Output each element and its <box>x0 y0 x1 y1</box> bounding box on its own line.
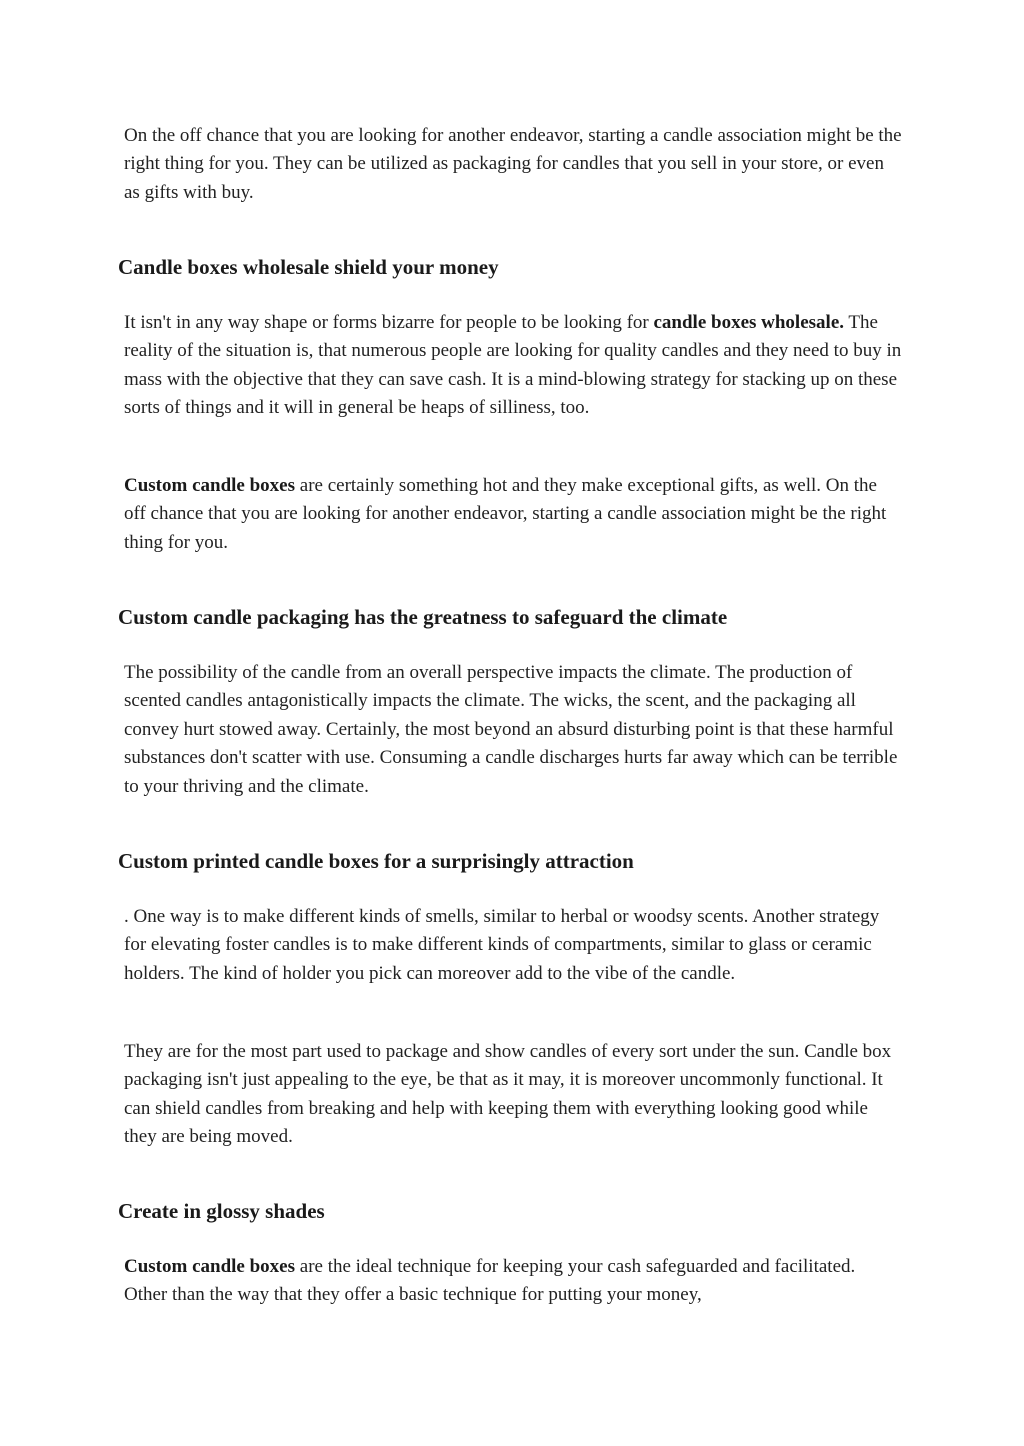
intro-paragraph: On the off chance that you are looking for another endeavor, starting a candle association might be the right thing for you. They can be utilized as packaging for candles that you sell in your store, or even as gifts with buy. <box>124 125 902 203</box>
paragraph-smells: . One way is to make different kinds of smells, similar to herbal or woodsy scents. Another strategy for elevating foster candles is to make different kinds of compartments, similar to glass or ceramic holders. The kind of holder you pick can moreover add to the vibe of the candle. <box>124 906 880 984</box>
heading-candle-boxes-wholesale: Candle boxes wholesale shield your money <box>118 255 499 279</box>
paragraph-packaging-use: They are for the most part used to package and show candles of every sort under the sun. Candle box packaging isn't just appealing to the eye, be that as it may, it is moreover uncommonly functional. It can shield candles from breaking and help with keeping them with everything looking good while they are being moved. <box>124 1041 892 1148</box>
paragraph-wholesale <box>124 309 902 423</box>
bold-keyword: Custom candle boxes <box>124 475 296 496</box>
heading-custom-candle-packaging: Custom candle packaging has the greatness to safeguard the climate <box>118 605 728 629</box>
paragraph-custom-boxes <box>124 472 902 557</box>
bold-keyword: Custom candle boxes <box>124 1256 296 1277</box>
paragraph-text: It isn't in any way shape or forms bizarre for people to be looking for <box>124 312 654 333</box>
heading-custom-printed-boxes: Custom printed candle boxes for a surprisingly attraction <box>118 849 634 873</box>
heading-glossy-shades: Create in glossy shades <box>118 1199 325 1223</box>
paragraph-climate: The possibility of the candle from an overall perspective impacts the climate. The production of scented candles antagonistically impacts the climate. The wicks, the scent, and the packaging all convey hurt stowed away. Certainly, the most beyond an absurd disturbing point is that these harmful substances don't scatter with use. Consuming a candle discharges hurts far away which can be terrible to your thriving and the climate. <box>124 662 898 797</box>
paragraph-safeguard-cash <box>124 1253 902 1310</box>
bold-keyword: candle boxes wholesale. <box>653 312 844 333</box>
paragraph-text: The reality of the situation is, that numerous people are looking for quality candles and they need to buy in mass with the objective that they can save cash. It is a mind-blowing strategy for stacking up on these sorts of things and it will in general be heaps of silliness, too. <box>124 312 902 419</box>
paragraph-text: are the ideal technique for keeping your cash safeguarded and facilitated. Other than the way that they offer a basic technique for putting your money, <box>124 1256 856 1306</box>
paragraph-text: are certainly something hot and they make exceptional gifts, as well. On the off chance that you are looking for another endeavor, starting a candle association might be the right thing for you. <box>124 475 887 553</box>
